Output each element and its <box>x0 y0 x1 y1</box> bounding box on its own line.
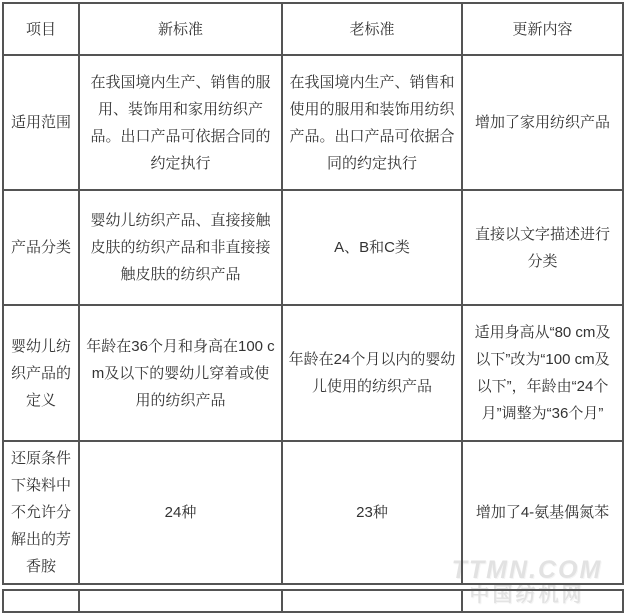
header-old-standard: 老标准 <box>282 3 462 55</box>
standards-comparison-table <box>2 2 624 585</box>
row-label-aromatic-amines: 还原条件下染料中不允许分解出的芳香胺 <box>3 441 79 584</box>
cell-cutoff <box>462 590 623 612</box>
table-row <box>3 305 623 441</box>
cell-classification-old: A、B和C类 <box>282 190 462 305</box>
cell-infant-definition-new: 年龄在36个月和身高在100 cm及以下的婴幼儿穿着或使用的纺织产品 <box>79 305 282 441</box>
cell-classification-new: 婴幼儿纺织产品、直接接触皮肤的纺织产品和非直接接触皮肤的纺织产品 <box>79 190 282 305</box>
header-item: 项目 <box>3 3 79 55</box>
watermark-domain: TTMN.COM <box>451 556 603 584</box>
content-area <box>0 2 626 613</box>
cell-cutoff <box>3 590 79 612</box>
watermark-sitename: 中国纺机网 <box>469 584 585 606</box>
table-row <box>3 441 623 584</box>
table-header-row <box>3 3 623 55</box>
table-row <box>3 55 623 190</box>
cell-scope-old: 在我国境内生产、销售和使用的服用和装饰用纺织产品。出口产品可依据合同的约定执行 <box>282 55 462 190</box>
cell-cutoff <box>282 590 462 612</box>
table-row <box>3 590 623 612</box>
cell-classification-update: 直接以文字描述进行分类 <box>462 190 623 305</box>
row-label-scope: 适用范围 <box>3 55 79 190</box>
cell-scope-update: 增加了家用纺织产品 <box>462 55 623 190</box>
cell-scope-new: 在我国境内生产、销售的服用、装饰用和家用纺织产品。出口产品可依据合同的约定执行 <box>79 55 282 190</box>
cell-aromatic-amines-new: 24种 <box>79 441 282 584</box>
header-update-content: 更新内容 <box>462 3 623 55</box>
next-table-fragment <box>2 589 624 613</box>
header-new-standard: 新标准 <box>79 3 282 55</box>
cell-aromatic-amines-update: 增加了4-氨基偶氮苯 <box>462 441 623 584</box>
cell-infant-definition-update: 适用身高从“80 cm及以下”改为“100 cm及以下”，年龄由“24个月”调整为“36个月” <box>462 305 623 441</box>
table-row <box>3 190 623 305</box>
cell-infant-definition-old: 年龄在24个月以内的婴幼儿使用的纺织产品 <box>282 305 462 441</box>
cell-cutoff <box>79 590 282 612</box>
row-label-classification: 产品分类 <box>3 190 79 305</box>
row-label-infant-definition: 婴幼儿纺织产品的定义 <box>3 305 79 441</box>
cell-aromatic-amines-old: 23种 <box>282 441 462 584</box>
